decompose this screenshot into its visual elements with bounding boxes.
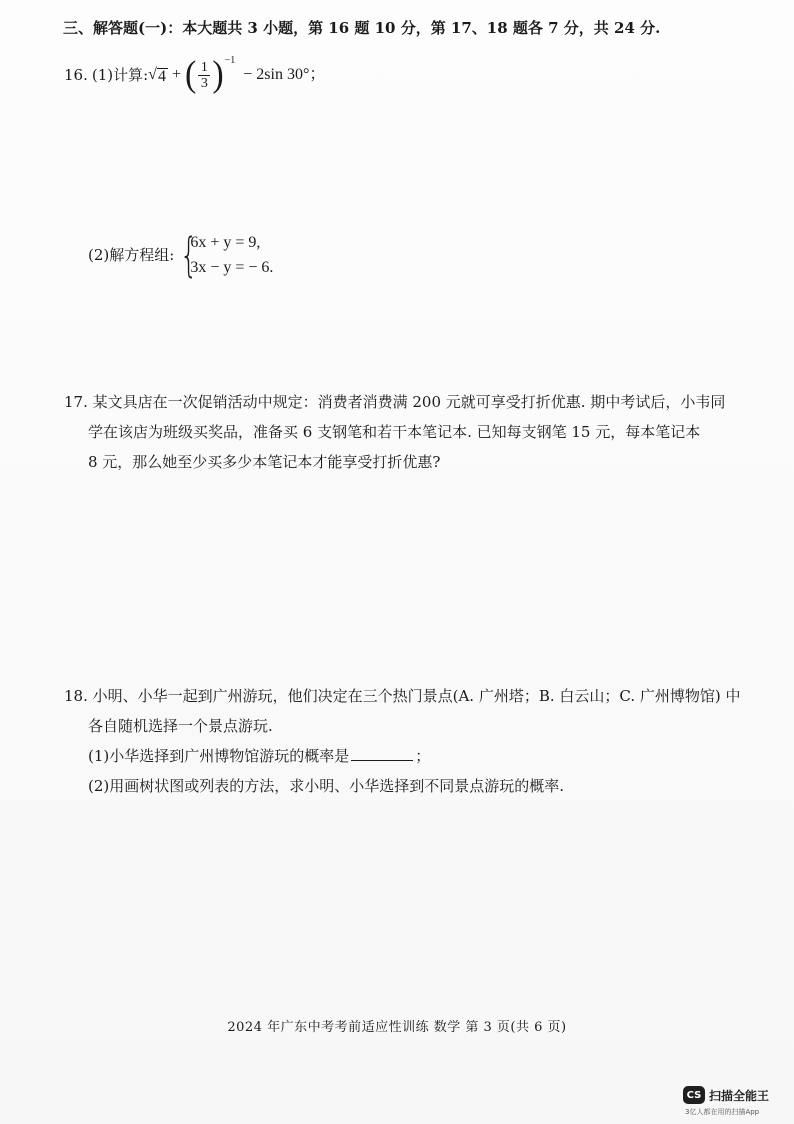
question-18-part-2: (2)用画树状图或列表的方法，求小明、小华选择到不同景点游玩的概率.	[88, 777, 565, 795]
equation-system	[178, 230, 273, 280]
question-17-line-3: 8 元，那么她至少买多少本笔记本才能享受打折优惠?	[88, 453, 441, 471]
scanner-tagline: 3亿人都在用的扫描App	[685, 1108, 760, 1116]
equations	[190, 230, 273, 280]
fraction-denominator: 3	[200, 75, 208, 91]
right-paren-icon: )	[212, 54, 224, 95]
question-17-line-1: 17. 某文具店在一次促销活动中规定：消费者消费满 200 元就可享受打折优惠. 期中考试后，小韦同	[64, 393, 726, 411]
equation-2: 3x − y = − 6.	[190, 259, 274, 276]
fraction	[198, 60, 210, 91]
left-paren-icon: (	[184, 54, 197, 95]
sqrt-radicand: 4	[157, 68, 166, 85]
section-title: 三、解答题(一)：本大题共 3 小题，第 16 题 10 分，第 17、18 题各 7 分，共 24 分.	[63, 19, 661, 37]
fraction-power	[184, 54, 243, 95]
part-1-label: (1)计算:	[91, 66, 149, 84]
plus-sign: +	[171, 66, 181, 83]
question-18-line-1: 18. 小明、小华一起到广州游玩，他们决定在三个热门景点(A. 广州塔；B. 白云山；C. 广州博物馆) 中	[64, 687, 741, 705]
question-18-part-1	[88, 746, 430, 766]
part-1-text: (1)小华选择到广州博物馆游玩的概率是	[88, 747, 350, 765]
question-number: 16.	[64, 66, 88, 84]
fraction-numerator: 1	[200, 59, 208, 75]
scanner-watermark	[683, 1086, 769, 1104]
question-16-part-1	[64, 54, 326, 95]
question-16-part-2	[88, 230, 273, 280]
left-brace-icon: {	[180, 228, 198, 282]
radical-sign-icon: √	[148, 66, 157, 83]
question-18-line-2: 各自随机选择一个景点游玩.	[88, 717, 273, 735]
equation-1: 6x + y = 9,	[190, 234, 261, 251]
expression-tail: − 2sin 30°；	[243, 66, 326, 83]
sqrt-expression	[148, 65, 168, 85]
scanner-app-name: 扫描全能王	[709, 1088, 770, 1103]
cs-logo-icon: CS	[683, 1086, 705, 1104]
page-footer: 2024 年广东中考考前适应性训练 数学 第 3 页(共 6 页)	[227, 1020, 567, 1035]
answer-blank[interactable]	[351, 746, 413, 761]
part-1-end: ；	[415, 747, 431, 765]
exponent: −1	[224, 55, 236, 66]
question-17-line-2: 学在该店为班级买奖品，准备买 6 支钢笔和若干本笔记本. 已知每支钢笔 15 元，每本笔记本	[88, 423, 701, 441]
part-2-label: (2)解方程组:	[88, 246, 175, 264]
